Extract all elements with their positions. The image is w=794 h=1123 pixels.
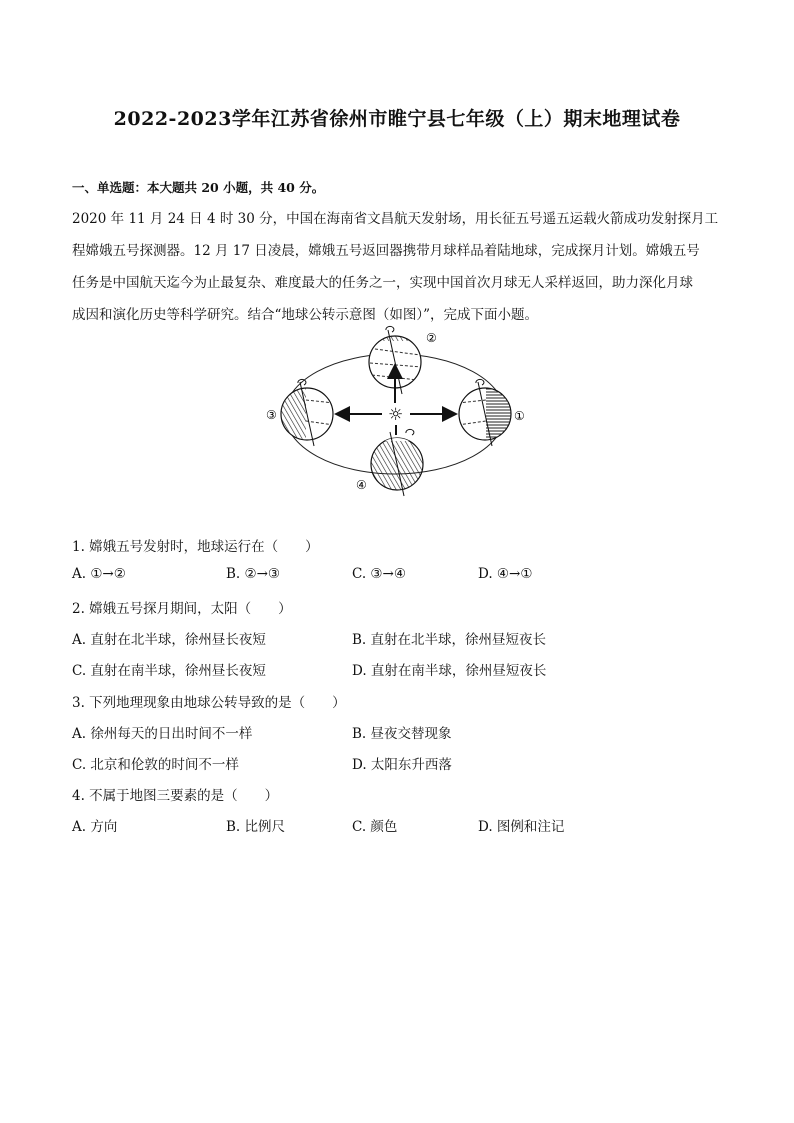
intro-line: 任务是中国航天迄今为止最复杂、难度最大的任务之一，实现中国首次月球无人采样返回，助力深化月球: [72, 275, 693, 291]
sun-icon: ☼: [388, 405, 404, 425]
page-title: 2022-2023学年江苏省徐州市睢宁县七年级（上）期末地理试卷: [113, 108, 681, 130]
earth-position-2: [368, 326, 437, 394]
intro-paragraph: [72, 203, 722, 331]
section-heading: 一、单选题：本大题共 20 小题，共 40 分。: [72, 180, 325, 195]
intro-line: 成因和演化历史等科学研究。结合“地球公转示意图（如图）”，完成下面小题。: [72, 307, 539, 323]
q1-option-a[interactable]: A. ①→②: [72, 566, 126, 582]
position-label-4: ④: [356, 478, 367, 492]
q2-option-a[interactable]: A. 直射在北半球，徐州昼长夜短: [72, 632, 266, 648]
q4-option-c[interactable]: C. 颜色: [352, 819, 398, 835]
q4-option-b[interactable]: B. 比例尺: [226, 819, 286, 835]
q3-option-b[interactable]: B. 昼夜交替现象: [352, 726, 452, 742]
q4-option-a[interactable]: A. 方向: [72, 819, 118, 835]
q3-option-c[interactable]: C. 北京和伦敦的时间不一样: [72, 757, 239, 773]
position-label-2: ②: [426, 331, 437, 345]
q3-option-a[interactable]: A. 徐州每天的日出时间不一样: [72, 726, 253, 742]
position-label-1: ①: [514, 409, 525, 423]
earth-position-3: [266, 379, 334, 446]
q2-option-b[interactable]: B. 直射在北半球，徐州昼短夜长: [352, 632, 547, 648]
intro-line: 程嫦娥五号探测器。12 月 17 日凌晨，嫦娥五号返回器携带月球样品着陆地球，完成探月计划。嫦娥五号: [72, 243, 700, 259]
question-1-stem: 1. 嫦娥五号发射时，地球运行在（ ）: [72, 539, 319, 555]
q3-option-d[interactable]: D. 太阳东升西落: [352, 757, 452, 773]
q2-option-d[interactable]: D. 直射在南半球，徐州昼短夜长: [352, 663, 547, 679]
earth-revolution-diagram: [250, 325, 540, 515]
q2-option-c[interactable]: C. 直射在南半球，徐州昼长夜短: [72, 663, 266, 679]
earth-position-1: [458, 379, 525, 446]
q4-option-d[interactable]: D. 图例和注记: [478, 819, 565, 835]
q1-option-b[interactable]: B. ②→③: [226, 566, 281, 582]
question-4-stem: 4. 不属于地图三要素的是（ ）: [72, 788, 279, 804]
question-3-stem: 3. 下列地理现象由地球公转导致的是（ ）: [72, 695, 346, 711]
q1-option-c[interactable]: C. ③→④: [352, 566, 406, 582]
earth-position-4: [356, 429, 424, 496]
question-2-stem: 2. 嫦娥五号探月期间，太阳（ ）: [72, 601, 292, 617]
q1-option-d[interactable]: D. ④→①: [478, 566, 533, 582]
intro-line: 2020 年 11 月 24 日 4 时 30 分，中国在海南省文昌航天发射场，用长征五号遥五运载火箭成功发射探月工: [72, 211, 719, 227]
position-label-3: ③: [266, 408, 277, 422]
